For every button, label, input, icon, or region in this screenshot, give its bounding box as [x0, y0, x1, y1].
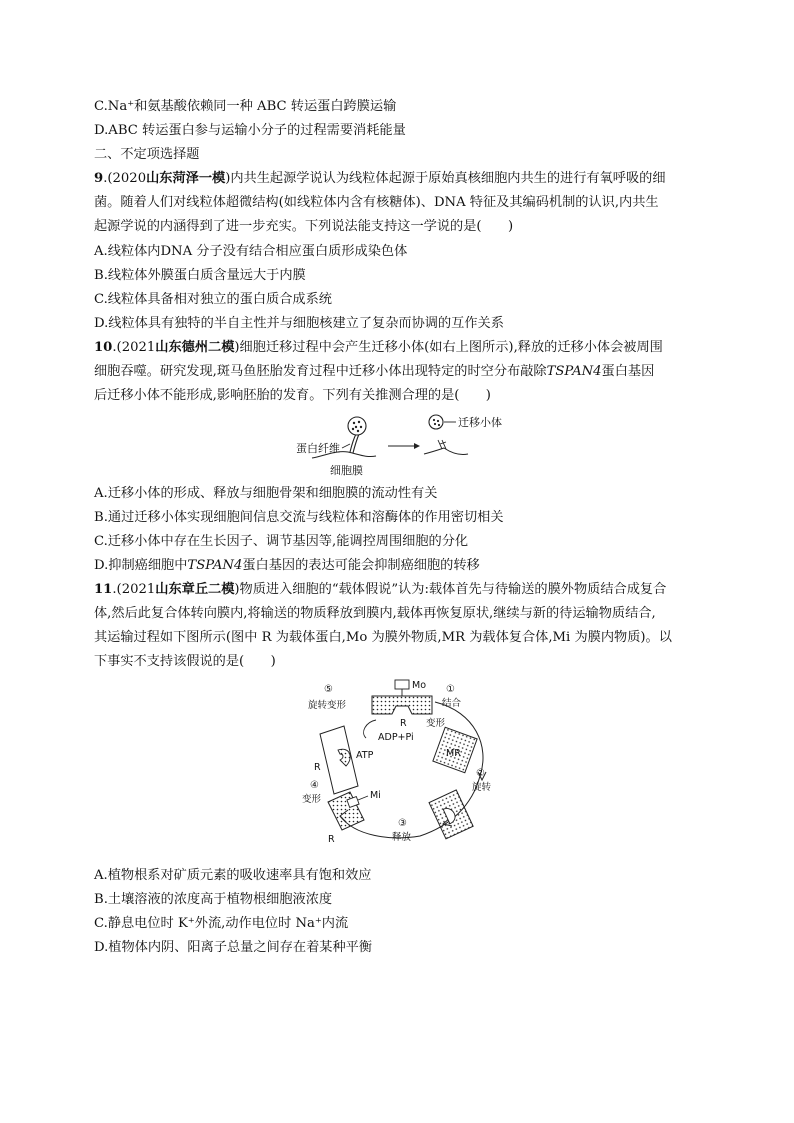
q11-source-year: .(2021 [112, 582, 156, 597]
q8-option-c: C.Na⁺和氨基酸依赖同一种 ABC 转运蛋白跨膜运输 [94, 99, 397, 114]
q11-stem-line4: 下事实不支持该假说的是( ) [94, 654, 276, 669]
label-r-bottom: R [328, 834, 335, 845]
q10-source-year: .(2021 [112, 340, 156, 355]
q11-figure-carrier-cycle [300, 676, 510, 856]
mo-box [395, 680, 409, 689]
label-mo: Mo [412, 680, 427, 691]
q9-source: 山东菏泽一模 [146, 171, 226, 186]
q11-stem-line3: 其运输过程如下图所示(图中 R 为载体蛋白,Mo 为膜外物质,MR 为载体复合体,Mi 为膜内物质)。以 [94, 630, 672, 645]
q10-stem-line1 [94, 338, 663, 358]
label-atp: ATP [356, 750, 374, 761]
step5-number: ⑤ [324, 684, 333, 695]
label-mi: Mi [370, 790, 381, 801]
section-title: 二、不定项选择题 [94, 147, 200, 162]
q10-option-c: C.迁移小体中存在生长因子、调节基因等,能调控周围细胞的分化 [94, 534, 469, 549]
step1-number: ① [446, 684, 455, 695]
q10-source: 山东德州二模 [155, 340, 235, 355]
migrasome-vesicle [348, 417, 366, 435]
step5-label: 旋转变形 [308, 700, 347, 711]
q9-number: 9 [94, 171, 104, 186]
q9-stem-line1 [94, 169, 666, 189]
q9-option-c: C.线粒体具备相对独立的蛋白质合成系统 [94, 292, 332, 307]
q10-stem-text2-tail: 蛋白基因 [601, 364, 655, 379]
q9-source-year: .(2020 [103, 171, 147, 186]
step3-number: ③ [398, 818, 407, 829]
label-mr: MR [446, 748, 461, 759]
carrier-left [320, 726, 358, 794]
label-r-left: R [314, 762, 321, 773]
step2-number: ② [476, 768, 485, 779]
q9-option-b: B.线粒体外膜蛋白质含量远大于内膜 [94, 268, 306, 283]
q9-stem-text1: )内共生起源学说认为线粒体起源于原始真核细胞内共生的进行有氧呼吸的细 [225, 171, 666, 186]
step4-label: 变形 [302, 794, 322, 805]
q10-option-b: B.通过迁移小体实现细胞间信息交流与线粒体和溶酶体的作用密切相关 [94, 510, 504, 525]
step1b-label: 变形 [426, 718, 446, 729]
retraction-fiber [350, 434, 356, 452]
step3-label: 释放 [392, 832, 412, 843]
q10-option-d-gene: TSPAN4 [187, 558, 243, 573]
q10-option-d-post: 蛋白基因的表达可能会抑制癌细胞的转移 [242, 558, 480, 573]
step1-label: 结合 [442, 698, 462, 709]
q10-option-d-pre: D.抑制癌细胞中 [94, 558, 188, 573]
q10-stem-text2: 细胞吞噬。研究发现,斑马鱼胚胎发育过程中迁移小体出现特定的时空分布敲除 [94, 364, 547, 379]
step4-number: ④ [310, 780, 319, 791]
q10-gene-name: TSPAN4 [546, 364, 602, 379]
q9-option-d: D.线粒体具有独特的半自主性并与细胞核建立了复杂而协调的互作关系 [94, 316, 504, 331]
q11-number: 11 [94, 582, 113, 597]
q10-figure-migrasome [292, 412, 512, 476]
label-r-top: R [400, 718, 407, 729]
q9-stem-line2: 菌。随着人们对线粒体超微结构(如线粒体内含有核糖体)、DNA 特征及其编码机制的认识,内共生 [94, 195, 659, 210]
carrier-rotated [429, 790, 473, 839]
q11-option-a: A.植物根系对矿质元素的吸收速率具有饱和效应 [94, 868, 372, 883]
released-migrasome [429, 415, 443, 429]
q10-number: 10 [94, 340, 113, 355]
label-cell-membrane: 细胞膜 [330, 464, 363, 476]
q11-option-c: C.静息电位时 K⁺外流,动作电位时 Na⁺内流 [94, 916, 349, 931]
q8-option-d: D.ABC 转运蛋白参与运输小分子的过程需要消耗能量 [94, 123, 406, 138]
q10-option-a: A.迁移小体的形成、释放与细胞骨架和细胞膜的流动性有关 [94, 486, 438, 501]
q10-option-d [94, 556, 480, 576]
q11-option-b: B.土壤溶液的浓度高于植物根细胞液浓度 [94, 892, 333, 907]
q10-stem-text1: )细胞迁移过程中会产生迁移小体(如右上图所示),释放的迁移小体会被周围 [234, 340, 663, 355]
q10-stem-line2 [94, 362, 654, 382]
label-adp: ADP+Pi [378, 732, 414, 743]
label-migrasome: 迁移小体 [458, 416, 502, 429]
q10-stem-line3: 后迁移小体不能形成,影响胚胎的发育。下列有关推测合理的是( ) [94, 388, 491, 403]
q11-stem-line1 [94, 580, 666, 600]
q9-option-a: A.线粒体内DNA 分子没有结合相应蛋白质形成染色体 [94, 244, 408, 259]
q11-option-d: D.植物体内阴、阳离子总量之间存在着某种平衡 [94, 940, 373, 955]
label-protein-fiber: 蛋白纤维 [296, 442, 340, 455]
carrier-bottom-left [328, 792, 364, 830]
q11-stem-line2: 体,然后此复合体转向膜内,将输送的物质释放到膜内,载体再恢复原状,继续与新的待运输物质结合, [94, 606, 656, 621]
q11-source: 山东章丘二模 [155, 582, 235, 597]
carrier-top [372, 696, 432, 714]
step2-label: 旋转 [472, 782, 492, 793]
q9-stem-line3: 起源学说的内涵得到了进一步充实。下列说法能支持这一学说的是( ) [94, 219, 514, 234]
q11-stem-text1: )物质进入细胞的“载体假说”认为:载体首先与待输送的膜外物质结合成复合 [234, 582, 667, 597]
